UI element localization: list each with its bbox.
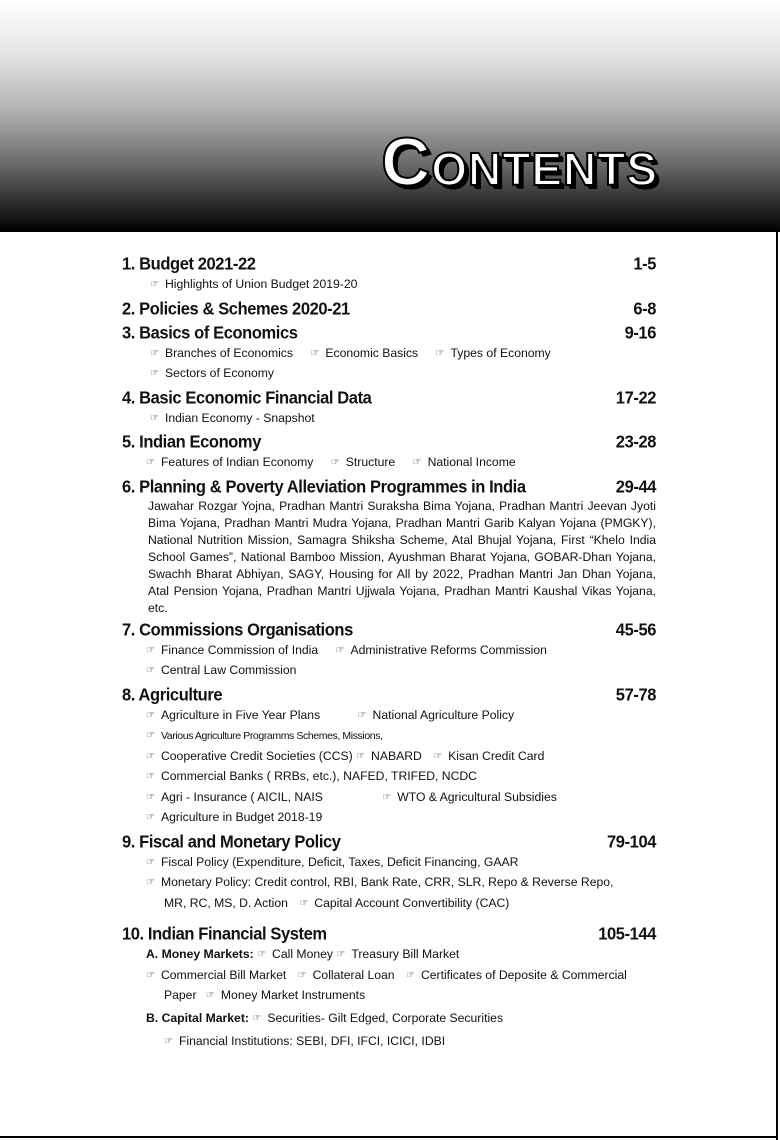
pointing-hand-icon: ☞ xyxy=(357,709,367,721)
pointing-hand-icon: ☞ xyxy=(146,812,155,823)
topic-line: ☞ Cooperative Credit Societies (CCS) ☞ NABARD ☞ Kisan Credit Card xyxy=(122,747,656,768)
entry-pages: 23-28 xyxy=(615,432,656,452)
header-banner xyxy=(0,0,780,232)
topic-line: ☞ Finance Commission of India ☞ Administrative Reforms Commission xyxy=(122,641,656,662)
pointing-hand-icon: ☞ xyxy=(412,457,422,468)
page-border-right xyxy=(776,232,778,1140)
entry-pages: 6-8 xyxy=(633,298,656,319)
pointing-hand-icon: ☞ xyxy=(146,750,155,762)
topic-line: ☞ Agriculture in Five Year Plans ☞ National Agriculture Policy xyxy=(122,706,656,727)
pointing-hand-icon: ☞ xyxy=(405,969,415,981)
entry-pages: 57-78 xyxy=(615,684,656,705)
page-border-bottom xyxy=(0,1136,778,1138)
entry-title: 2. Policies & Schemes 2020-21 xyxy=(122,298,350,319)
toc-entry-2 xyxy=(122,298,656,320)
pointing-hand-icon: ☞ xyxy=(335,644,345,656)
pointing-hand-icon: ☞ xyxy=(310,347,320,359)
entry-title: 6. Planning & Poverty Alleviation Programmes in India xyxy=(122,476,526,497)
pointing-hand-icon: ☞ xyxy=(382,791,392,803)
pointing-hand-icon: ☞ xyxy=(299,897,309,909)
pointing-hand-icon: ☞ xyxy=(164,1036,173,1047)
toc-entry-5 xyxy=(122,434,656,474)
pointing-hand-icon: ☞ xyxy=(150,279,159,290)
toc-entry-8 xyxy=(122,684,656,829)
entry-title: 3. Basics of Economics xyxy=(122,322,298,343)
entry-pages: 9-16 xyxy=(624,322,656,343)
pointing-hand-icon: ☞ xyxy=(146,969,155,981)
entry-pages: 17-22 xyxy=(615,387,656,408)
topic-line: ☞ Monetary Policy: Credit control, RBI, Bank Rate, CRR, SLR, Repo & Reverse Repo, xyxy=(122,873,656,894)
topic-line: ☞ Financial Institutions: SEBI, DFI, IFCI, ICICI, IDBI xyxy=(122,1032,656,1053)
entry-title: 9. Fiscal and Monetary Policy xyxy=(122,831,341,852)
table-of-contents xyxy=(122,256,656,1058)
toc-entry-9 xyxy=(122,831,656,915)
topic-line: ☞ Highlights of Union Budget 2019-20 xyxy=(122,275,656,296)
pointing-hand-icon: ☞ xyxy=(297,969,307,981)
topic-line: ☞ Fiscal Policy (Expenditure, Deficit, Taxes, Deficit Financing, GAAR xyxy=(122,853,656,874)
entry-title: 1. Budget 2021-22 xyxy=(122,254,256,274)
pointing-hand-icon: ☞ xyxy=(252,1012,262,1024)
entry-title: 8. Agriculture xyxy=(122,684,223,705)
pointing-hand-icon: ☞ xyxy=(330,457,340,468)
entry-title: 5. Indian Economy xyxy=(122,432,261,452)
topic-line: ☞ Central Law Commission xyxy=(122,661,656,682)
pointing-hand-icon: ☞ xyxy=(146,856,155,868)
pointing-hand-icon: ☞ xyxy=(146,644,155,656)
pointing-hand-icon: ☞ xyxy=(146,665,155,676)
pointing-hand-icon: ☞ xyxy=(146,771,155,782)
pointing-hand-icon: ☞ xyxy=(146,457,155,468)
entry-title: 7. Commissions Organisations xyxy=(122,619,353,640)
pointing-hand-icon: ☞ xyxy=(435,347,445,359)
toc-entry-4 xyxy=(122,387,656,430)
pointing-hand-icon: ☞ xyxy=(336,949,346,960)
topic-line: Paper ☞ Money Market Instruments xyxy=(122,986,656,1007)
toc-entry-10 xyxy=(122,926,656,1053)
topic-line: MR, RC, MS, D. Action ☞ Capital Account Convertibility (CAC) xyxy=(122,894,656,915)
entry-pages: 45-56 xyxy=(615,619,656,640)
pointing-hand-icon: ☞ xyxy=(150,368,159,379)
entry-title: 4. Basic Economic Financial Data xyxy=(122,387,372,408)
pointing-hand-icon: ☞ xyxy=(146,709,155,721)
topic-line: ☞ Sectors of Economy xyxy=(122,364,656,385)
pointing-hand-icon: ☞ xyxy=(356,750,366,762)
topic-line: ☞ Various Agriculture Programms Schemes, Missions, xyxy=(122,726,656,747)
pointing-hand-icon: ☞ xyxy=(146,877,155,888)
entry-title: 10. Indian Financial System xyxy=(122,924,327,944)
entry-pages: 29-44 xyxy=(615,476,656,497)
pointing-hand-icon: ☞ xyxy=(146,730,155,741)
pointing-hand-icon: ☞ xyxy=(146,791,155,803)
topic-line: ☞ Commercial Banks ( RRBs, etc.), NAFED, TRIFED, NCDC xyxy=(122,767,656,788)
toc-entry-6 xyxy=(122,476,656,617)
topic-line: ☞ Commercial Bill Market ☞ Collateral Loan ☞ Certificates of Deposite & Commercial xyxy=(122,966,656,987)
topic-line: ☞ Branches of Economics ☞ Economic Basics ☞ Types of Economy xyxy=(122,344,656,365)
topic-line: A. Money Markets: ☞ Call Money ☞ Treasury Bill Market xyxy=(122,945,656,966)
pointing-hand-icon: ☞ xyxy=(205,990,215,1001)
topic-line: B. Capital Market: ☞ Securities- Gilt Edged, Corporate Securities xyxy=(122,1009,656,1030)
topic-line: ☞ Agri - Insurance ( AICIL, NAIS ☞ WTO & Agricultural Subsidies xyxy=(122,788,656,809)
toc-entry-3 xyxy=(122,322,656,385)
pointing-hand-icon: ☞ xyxy=(433,750,443,762)
topic-line: ☞ Features of Indian Economy ☞ Structure ☞ National Income xyxy=(122,453,656,474)
toc-entry-1 xyxy=(122,256,656,296)
pointing-hand-icon: ☞ xyxy=(150,412,159,424)
topic-paragraph: Jawahar Rozgar Yojna, Pradhan Mantri Suraksha Bima Yojana, Pradhan Mantri Jeevan Jyoti Bima Yojana, Pradhan Mantri Mudra Yojana, Pradhan Mantri Garib Kalyan Yojana (PMGKY), National Nutrition Mission, Samagra Shiksha Scheme, Atal Bhujal Yojana, First “Khelo India School Games”, National Bamboo Mission, Ayushman Bharat Yojana, GOBAR-Dhan Yojana, Swachh Bharat Abhiyan, SAGY, Housing for All by 2022, Pradhan Mantri Jan Dhan Yojana, Atal Pension Yojana, Pradhan Mantri Ujjwala Yojana, Pradhan Mantri Kaushal Vikas Yojana, etc. xyxy=(148,498,656,615)
entry-pages: 1-5 xyxy=(633,254,656,274)
pointing-hand-icon: ☞ xyxy=(150,347,159,359)
entry-pages: 79-104 xyxy=(607,831,656,852)
pointing-hand-icon: ☞ xyxy=(257,949,267,960)
toc-entry-7 xyxy=(122,619,656,682)
topic-line: ☞ Indian Economy - Snapshot xyxy=(122,409,656,430)
page-title: CONTENTS xyxy=(381,124,658,200)
entry-pages: 105-144 xyxy=(598,924,656,944)
topic-line: ☞ Agriculture in Budget 2018-19 xyxy=(122,808,656,829)
